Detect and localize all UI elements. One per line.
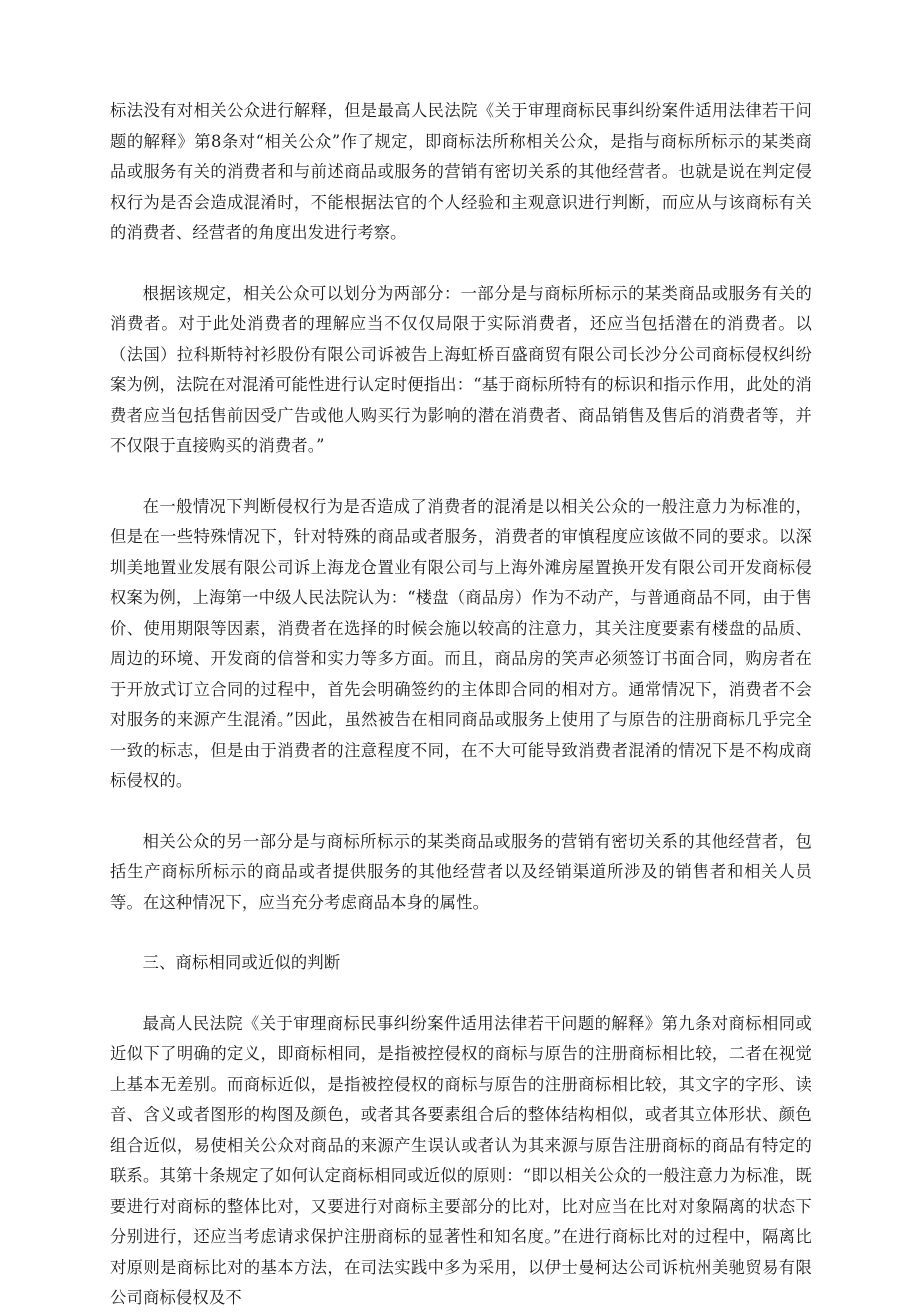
section-heading: 三、商标相同或近似的判断	[142, 953, 341, 972]
document-body	[110, 96, 812, 1314]
paragraph-trademark-similarity: 最高人民法院《关于审理商标民事纠纷案件适用法律若干问题的解释》第九条对商标相同或近似下了明确的定义，即商标相同，是指被控侵权的商标与原告的注册商标相比较，二者在视觉上基本无差别。而商标近似，是指被控侵权的商标与原告的注册商标相比较，其文字的字形、读音、含义或者图形的构图及颜色，或者其各要素组合后的整体结构相似，或者其立体形状、颜色组合近似，易使相关公众对商品的来源产生误认或者认为其来源与原告注册商标的商品有特定的联系。其第十条规定了如何认定商标相同或近似的原则：“即以相关公众的一般注意力为标准，既要进行对商标的整体比对，又要进行对商标主要部分的比对，比对应当在比对对象隔离的状态下分别进行，还应当考虑请求保护注册商标的显著性和知名度。”在进行商标比对的过程中，隔离比对原则是商标比对的基本方法，在司法实践中多为采用，以伊士曼柯达公司诉杭州美驰贸易有限公司商标侵权及不	[110, 1013, 812, 1307]
paragraph-other-operators: 相关公众的另一部分是与商标所标示的某类商品或服务的营销有密切关系的其他经营者，包括生产商标所标示的商品或者提供服务的其他经营者以及经销渠道所涉及的销售者和相关人员等。在这种情况下，应当充分考虑商品本身的属性。	[110, 831, 812, 912]
paragraph-relevant-public-consumers: 根据该规定，相关公众可以划分为两部分：一部分是与商标所标示的某类商品或服务有关的消费者。对于此处消费者的理解应当不仅仅局限于实际消费者，还应当包括潜在的消费者。以（法国）拉科斯特衬衫股份有限公司诉被告上海虹桥百盛商贸有限公司长沙分公司商标侵权纠纷案为例，法院在对混淆可能性进行认定时便指出：“基于商标所特有的标识和指示作用，此处的消费者应当包括售前因受广告或他人购买行为影响的潜在消费者、商品销售及售后的消费者等，并不仅限于直接购买的消费者。”	[110, 283, 812, 455]
paragraph-continued: 标法没有对相关公众进行解释，但是最高人民法院《关于审理商标民事纠纷案件适用法律若干问题的解释》第8条对“相关公众”作了规定，即商标法所称相关公众，是指与商标所标示的某类商品或服务有关的消费者和与前述商品或服务的营销有密切关系的其他经营者。也就是说在判定侵权行为是否会造成混淆时，不能根据法官的个人经验和主观意识进行判断，而应从与该商标有关的消费者、经营者的角度出发进行考察。	[110, 101, 812, 242]
paragraph-special-circumstances: 在一般情况下判断侵权行为是否造成了消费者的混淆是以相关公众的一般注意力为标准的，但是在一些特殊情况下，针对特殊的商品或者服务，消费者的审慎程度应该做不同的要求。以深圳美地置业发展有限公司诉上海龙仓置业有限公司与上海外滩房屋置换开发有限公司开发商标侵权案为例，上海第一中级人民法院认为：“楼盘（商品房）作为不动产，与普通商品不同，由于售价、使用期限等因素，消费者在选择的时候会施以较高的注意力，其关注度要素有楼盘的品质、周边的环境、开发商的信誉和实力等多方面。而且，商品房的笑声必须签订书面合同，购房者在于开放式订立合同的过程中，首先会明确签约的主体即合同的相对方。通常情况下，消费者不会对服务的来源产生混淆。”因此，虽然被告在相同商品或服务上使用了与原告的注册商标几乎完全一致的标志，但是由于消费者的注意程度不同，在不大可能导致消费者混淆的情况下是不构成商标侵权的。	[110, 496, 812, 790]
